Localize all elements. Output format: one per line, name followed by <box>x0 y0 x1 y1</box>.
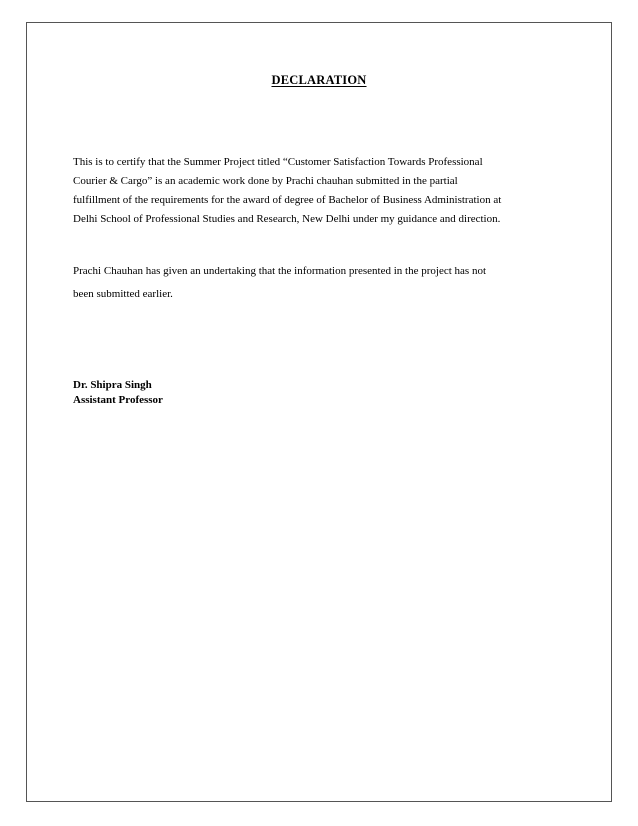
undertaking-paragraph <box>73 262 573 308</box>
paragraph-line: been submitted earlier. <box>73 288 173 300</box>
paragraph-line: fulfillment of the requirements for the award of degree of Bachelor of Business Administration at <box>73 194 502 206</box>
signatory-name: Dr. Shipra Singh <box>73 379 152 391</box>
paragraph-line: Delhi School of Professional Studies and Research, New Delhi under my guidance and direction. <box>73 213 501 225</box>
page-title: DECLARATION <box>271 73 367 87</box>
signatory-designation: Assistant Professor <box>73 394 163 406</box>
paragraph-line: Prachi Chauhan has given an undertaking that the information presented in the project has not <box>73 265 486 277</box>
certification-paragraph <box>73 153 573 229</box>
page-border <box>26 22 612 802</box>
paragraph-line: Courier & Cargo” is an academic work done by Prachi chauhan submitted in the partial <box>73 175 458 187</box>
paragraph-line: This is to certify that the Summer Project titled “Customer Satisfaction Towards Professional <box>73 156 483 168</box>
signature-block <box>73 378 163 408</box>
